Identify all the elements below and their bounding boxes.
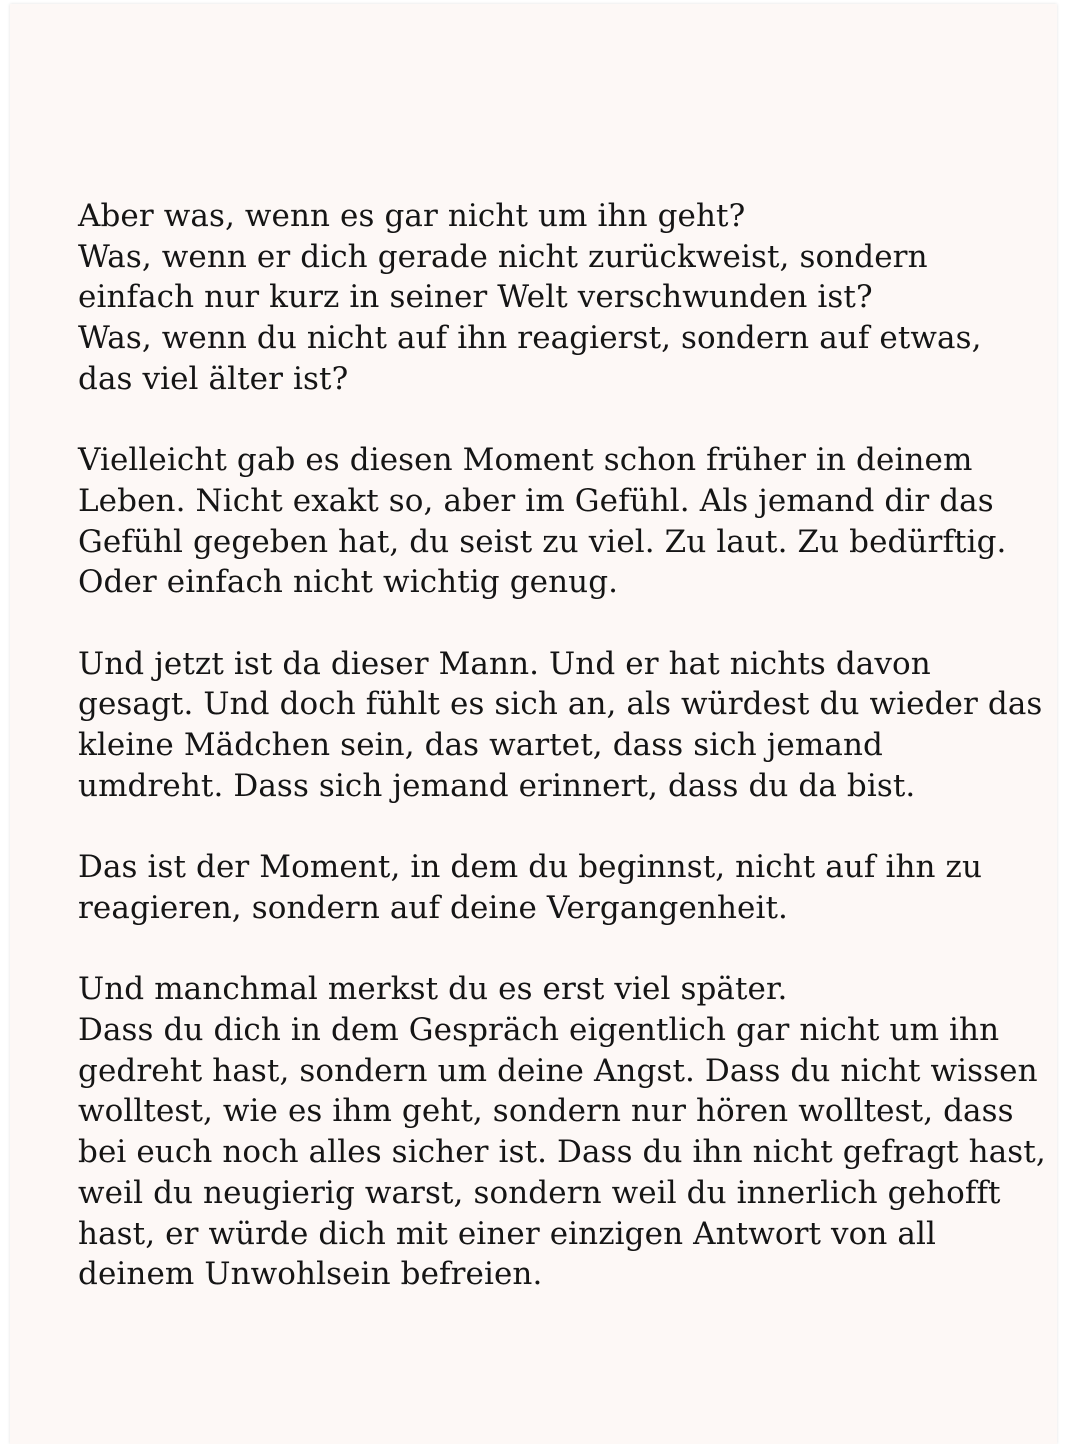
text-line: Dass du dich in dem Gespräch eigentlich gar nicht um ihn xyxy=(78,1012,1000,1048)
text-line: gesagt. Und doch fühlt es sich an, als würdest du wieder das xyxy=(78,686,1043,723)
text-line: Gefühl gegeben hat, du seist zu viel. Zu laut. Zu bedürftig. xyxy=(78,523,1007,560)
text-line: Vielleicht gab es diesen Moment schon früher in deinem xyxy=(78,442,973,479)
document-page xyxy=(10,4,1057,1444)
text-line: wolltest, wie es ihm geht, sondern nur hören wolltest, dass xyxy=(78,1093,1014,1130)
text-line: Was, wenn er dich gerade nicht zurückweist, sondern xyxy=(78,238,928,275)
text-line: Leben. Nicht exakt so, aber im Gefühl. Als jemand dir das xyxy=(78,482,994,519)
text-line: Und manchmal merkst du es erst viel später. xyxy=(78,971,788,1008)
text-line: gedreht hast, sondern um deine Angst. Dass du nicht wissen xyxy=(78,1052,1038,1089)
text-line: kleine Mädchen sein, das wartet, dass sich jemand xyxy=(78,727,883,764)
text-line: Was, wenn du nicht auf ihn reagierst, sondern auf etwas, xyxy=(78,320,982,357)
paragraph-2 xyxy=(78,440,1038,603)
text-line: Aber was, wenn es gar nicht um ihn geht? xyxy=(78,198,746,234)
text-line: Oder einfach nicht wichtig genug. xyxy=(78,564,619,601)
paragraph-1 xyxy=(78,196,1038,400)
text-line: Das ist der Moment, in dem du beginnst, nicht auf ihn zu xyxy=(78,849,983,886)
paragraph-4 xyxy=(78,847,1038,928)
paragraph-5 xyxy=(78,969,1046,1295)
text-line: das viel älter ist? xyxy=(78,360,349,397)
text-line: Und jetzt ist da dieser Mann. Und er hat nichts davon xyxy=(78,645,931,682)
text-line: reagieren, sondern auf deine Vergangenheit. xyxy=(78,889,788,926)
text-line: hast, er würde dich mit einer einzigen Antwort von all xyxy=(78,1215,937,1252)
text-line: bei euch noch alles sicher ist. Dass du ihn nicht gefragt hast, xyxy=(78,1134,1046,1171)
text-line: umdreht. Dass sich jemand erinnert, dass du da bist. xyxy=(78,767,916,804)
text-line: deinem Unwohlsein befreien. xyxy=(78,1256,543,1293)
paragraph-3 xyxy=(78,644,1043,807)
document-body xyxy=(78,196,1046,1336)
text-line: weil du neugierig warst, sondern weil du innerlich gehofft xyxy=(78,1174,1001,1211)
text-line: einfach nur kurz in seiner Welt verschwunden ist? xyxy=(78,279,873,316)
